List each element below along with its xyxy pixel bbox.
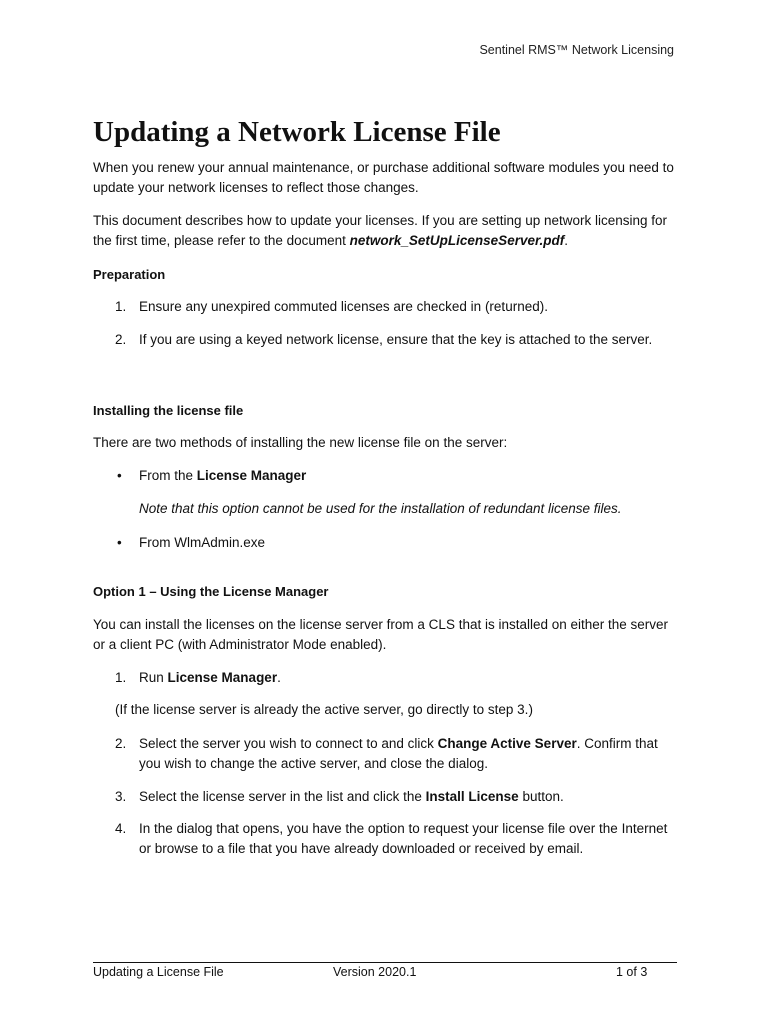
intro-paragraph-2-text: This document describes how to update your licenses. If you are setting up network licensing for the first time, please refer to the document (93, 213, 668, 248)
option1-step-2-text (139, 734, 679, 774)
bullet-1-pre: From the (139, 468, 197, 483)
installing-heading: Installing the license file (93, 403, 244, 418)
step-3-bold: Install License (425, 789, 519, 804)
step-3-pre: Select the license server in the list and click the (139, 789, 426, 804)
step-2-pre: Select the server you wish to connect to and click (139, 736, 438, 751)
option1-step-3-text (139, 787, 679, 807)
bullet-2-text: From WlmAdmin.exe (139, 535, 266, 550)
preparation-heading: Preparation (93, 267, 166, 282)
bullet-2: • (117, 535, 122, 550)
option1-step-1-number: 1. (115, 670, 127, 685)
step-3-post: button. (518, 789, 564, 804)
page-title: Updating a Network License File (93, 116, 501, 148)
prep-step-2-number: 2. (115, 332, 127, 347)
step-2-bold: Change Active Server (437, 736, 577, 751)
intro-paragraph-1: When you renew your annual maintenance, or purchase additional software modules you need to update your network licenses to reflect those changes. (93, 160, 674, 195)
note-italic: Note that this option cannot be used for the installation of redundant license files. (139, 501, 622, 516)
option1-step-2-number: 2. (115, 736, 127, 751)
prep-step-2-text: If you are using a keyed network license, ensure that the key is attached to the server. (139, 332, 653, 347)
footer-page-number: 1 of 3 (616, 965, 648, 979)
footer-rule (93, 962, 677, 963)
option1-step-4-text: In the dialog that opens, you have the option to request your license file over the Internet or browse to a file that you have already downloaded or received by email. (139, 821, 668, 856)
step-1-post: . (277, 670, 281, 685)
bullet-1: • (117, 468, 122, 483)
step-1-pre: Run (139, 670, 168, 685)
document-reference: network_SetUpLicenseServer.pdf (349, 233, 565, 248)
footer-title: Updating a License File (93, 965, 224, 979)
bullet-1-text (139, 466, 679, 486)
prep-step-1-text: Ensure any unexpired commuted licenses are checked in (returned). (139, 299, 548, 314)
prep-step-1-number: 1. (115, 299, 127, 314)
step-2-post: . Confirm that you wish to change the active server, and close the dialog. (139, 736, 658, 771)
footer-version: Version 2020.1 (333, 965, 417, 979)
option1-step-4-number: 4. (115, 821, 127, 836)
intro-paragraph-2 (93, 211, 683, 251)
option1-intro: You can install the licenses on the license server from a CLS that is installed on either the server or a client PC (with Administrator Mode enabled). (93, 617, 669, 652)
running-header: Sentinel RMS™ Network Licensing (479, 43, 674, 57)
option1-heading: Option 1 – Using the License Manager (93, 584, 329, 599)
intro-period: . (564, 233, 568, 248)
bullet-1-bold: License Manager (196, 468, 307, 483)
option1-step-3-number: 3. (115, 789, 127, 804)
option1-aside: (If the license server is already the active server, go directly to step 3.) (115, 702, 533, 717)
option1-step-1-text (139, 668, 679, 688)
step-1-bold: License Manager (167, 670, 278, 685)
note-text (139, 499, 679, 519)
installing-intro: There are two methods of installing the new license file on the server: (93, 435, 508, 450)
